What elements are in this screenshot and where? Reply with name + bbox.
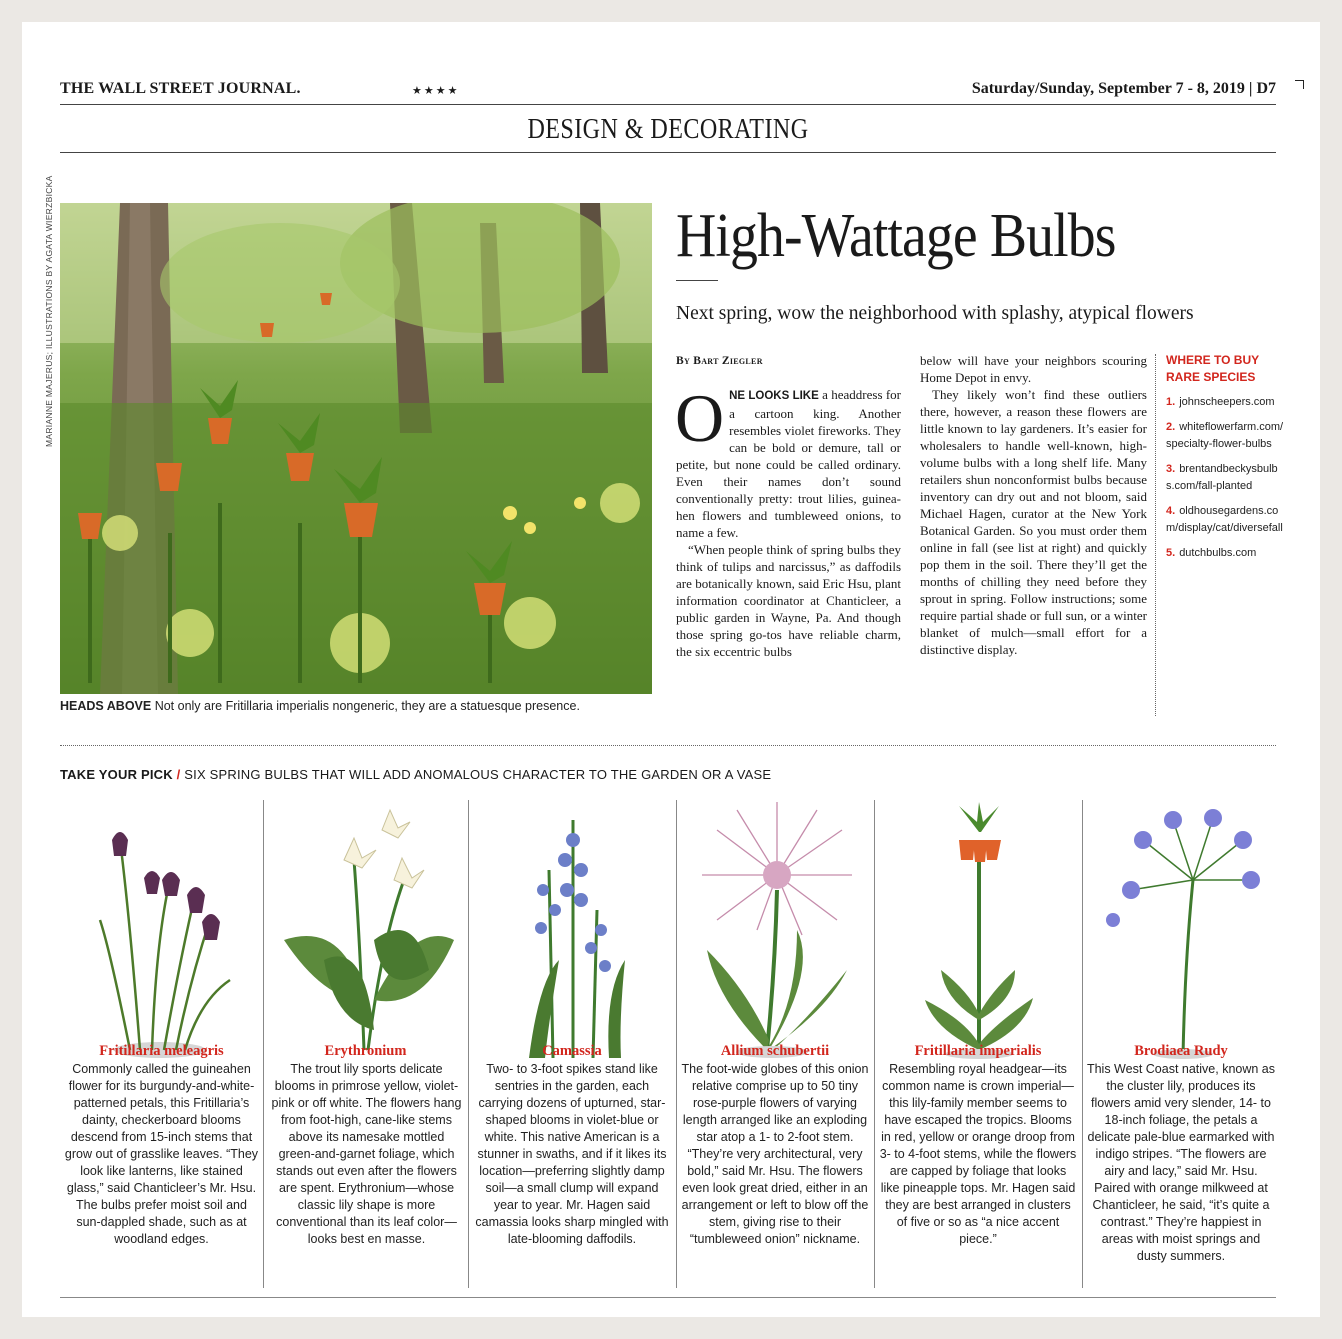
list-item: 1. johnscheepers.com bbox=[1166, 396, 1275, 408]
fritillaria-imperialis-illustration bbox=[875, 800, 1083, 1062]
bulb-name: Fritillaria meleagris bbox=[99, 1043, 224, 1059]
dateline: Saturday/Sunday, September 7 - 8, 2019 | D7 bbox=[971, 80, 1276, 97]
take-your-pick-heading: TAKE YOUR PICK / SIX SPRING BULBS THAT WILL ADD ANOMALOUS CHARACTER TO THE GARDEN OR A VASE bbox=[60, 767, 772, 782]
byline: By Bart Ziegler bbox=[676, 355, 763, 367]
headline: High-Wattage Bulbs bbox=[676, 202, 1116, 270]
bulb-description: The foot-wide globes of this onion relative comprise up to 50 tiny rose-purple flowers of varying length arranged like an exploding star atop a 1- to 2-foot stem. “They’re very architectural, very bold,” said Mr. Hsu. The flowers even look great dried, either in an arrangement or left to blow off the stem, giving rise to their “tumbleweed onion” nickname. bbox=[681, 1062, 869, 1246]
bulb-name: Allium schubertii bbox=[720, 1043, 830, 1059]
heading-label: TAKE YOUR PICK bbox=[60, 767, 173, 782]
list-item: 2. whiteflowerfarm.com/specialty-flower-bulbs bbox=[1166, 421, 1284, 450]
date: Saturday/Sunday, September 7 - 8, 2019 bbox=[971, 80, 1245, 97]
list-item: 5. dutchbulbs.com bbox=[1166, 547, 1257, 559]
paragraph: below will have your neighbors scouring Home Depot in envy. bbox=[920, 353, 1147, 385]
bulb-description: Commonly called the guineahen flower for its burgundy-and-white-patterned petals, this Fritillaria’s dainty, checkerboard blooms descend from 15-inch stems that grow out of grasslike leaves. “They look like lanterns, like stained glass,” said Chanticleer’s Mr. Hsu. The bulbs prefer moist soil and sun-dappled shade, such as at woodland edges. bbox=[64, 1062, 259, 1246]
garden-photo bbox=[60, 203, 652, 694]
edition-stars: ★★★★ bbox=[412, 85, 460, 97]
bulb-name: Erythronium bbox=[324, 1043, 407, 1059]
article-column-2 bbox=[920, 352, 1147, 658]
newspaper-page bbox=[22, 22, 1320, 1317]
paragraph: “When people think of spring bulbs they think of tulips and narcissus,” as daffodils are botanically known, said Eric Hsu, plant information coordinator at Chanticleer, a public garden in Wayne, Pa. And though those spring go-tos have reliable charm, the six eccentric bulbs bbox=[676, 542, 901, 659]
photo-caption bbox=[60, 699, 660, 713]
caption-lead: HEADS ABOVE bbox=[60, 699, 152, 713]
bulb-name: Camassia bbox=[542, 1043, 602, 1059]
page-number: D7 bbox=[1256, 80, 1276, 97]
list-item: 3. brentandbeckysbulbs.com/fall-planted bbox=[1166, 463, 1278, 492]
bulb-description: Resembling royal headgear—its common name is crown imperial—this lily-family member seems to have escaped the tropics. Blooms in red, yellow or orange droop from 3- to 4-foot stems, while the flowers are capped by foliage that looks like pineapple tops. Mr. Hagen said they are best arranged in clusters of five or so as “a nice accent piece.” bbox=[879, 1062, 1077, 1246]
section-title: DESIGN & DECORATING bbox=[527, 114, 809, 145]
divider bbox=[1155, 354, 1156, 716]
fritillaria-meleagris-illustration bbox=[60, 800, 263, 1062]
list-item: 4. oldhousegardens.com/display/cat/diversefall bbox=[1166, 505, 1283, 534]
divider bbox=[60, 745, 1276, 746]
bulb-description: Two- to 3-foot spikes stand like sentries in the garden, each carrying dozens of upturned, star-shaped blooms in violet-blue or white. This native American is a stunner in swaths, and if it likes its location—preferring slightly damp soil—a small clump will expand year to year. Mr. Hagen said camassia looks sharp mingled with late-blooming daffodils. bbox=[475, 1062, 669, 1246]
masthead-title: THE WALL STREET JOURNAL. bbox=[60, 80, 301, 97]
caption-text: Not only are Fritillaria imperialis nongeneric, they are a statuesque presence. bbox=[154, 699, 580, 713]
dek: Next spring, wow the neighborhood with splashy, atypical flowers bbox=[676, 303, 1194, 324]
bulb-name: Fritillaria imperialis bbox=[914, 1043, 1042, 1059]
where-to-buy-sidebar bbox=[1166, 352, 1286, 562]
divider bbox=[676, 280, 718, 281]
bulb-description: This West Coast native, known as the cluster lily, produces its flowers amid very slender, 14- to 18-inch foliage, the petals a delicate pale-blue earmarked with indigo stripes. “The flowers are airy and lacy,” said Mr. Hsu. Paired with orange milkweed at Chanticleer, he said, “it’s quite a contrast.” They’re happiest in areas with moist springs and dusty summers. bbox=[1086, 1062, 1276, 1263]
paragraph: a headdress for a cartoon king. Another resembles violet fireworks. They can be bold or demure, tall or petite, but none could be called ordinary. Even their names don’t sound conventionally pretty: trout lilies, guinea-hen flowers and tumbleweed onions, to name a few. bbox=[676, 387, 902, 540]
lead-in: NE LOOKS LIKE bbox=[729, 390, 819, 402]
divider bbox=[60, 1297, 1276, 1298]
allium-schubertii-illustration bbox=[677, 800, 875, 1062]
divider bbox=[60, 152, 1276, 153]
article-column-1 bbox=[675, 380, 902, 660]
source-list bbox=[1166, 394, 1286, 562]
sidebar-title: WHERE TO BUY RARE SPECIES bbox=[1166, 353, 1259, 384]
heading-text: SIX SPRING BULBS THAT WILL ADD ANOMALOUS CHARACTER TO THE GARDEN OR A VASE bbox=[184, 767, 772, 782]
divider bbox=[60, 104, 1276, 105]
camassia-illustration bbox=[469, 800, 677, 1062]
photo-credit: MARIANNE MAJERUS; ILLUSTRATIONS BY AGATA WIERZBICKA bbox=[44, 175, 54, 447]
bulb-description: The trout lily sports delicate blooms in primrose yellow, violet-pink or off white. The flowers hang from foot-high, cane-like stems above its namesake mottled green-and-garnet foliage, which stands out even after the flowers are spent. Erythronium—whose classic lily shape is more conventional than its leaf color—looks best en masse. bbox=[271, 1062, 462, 1246]
corner-mark bbox=[1295, 80, 1304, 89]
drop-cap: O bbox=[675, 380, 725, 456]
brodiaea-rudy-illustration bbox=[1083, 800, 1281, 1062]
bulb-name: Brodiaea Rudy bbox=[1134, 1043, 1228, 1059]
erythronium-illustration bbox=[264, 800, 469, 1062]
paragraph: They likely won’t find these outliers there, however, a reason these flowers are little known to lay gardeners. It’s easier for wholesalers to handle well-known, high-volume bulbs with a long shelf life. Many retailers shun nonconformist bulbs because inventory can dry out and not bloom, said Michael Hagen, curator at the New York Botanical Garden. So you must order them online in fall (see list at right) and quickly pop them in the soil. There they’ll get the months of chilling they need before they sprout in spring. Follow instructions; some require partial shade or full sun, or a winter blanket of mulch—small effort for a distinctive display. bbox=[920, 387, 1147, 657]
